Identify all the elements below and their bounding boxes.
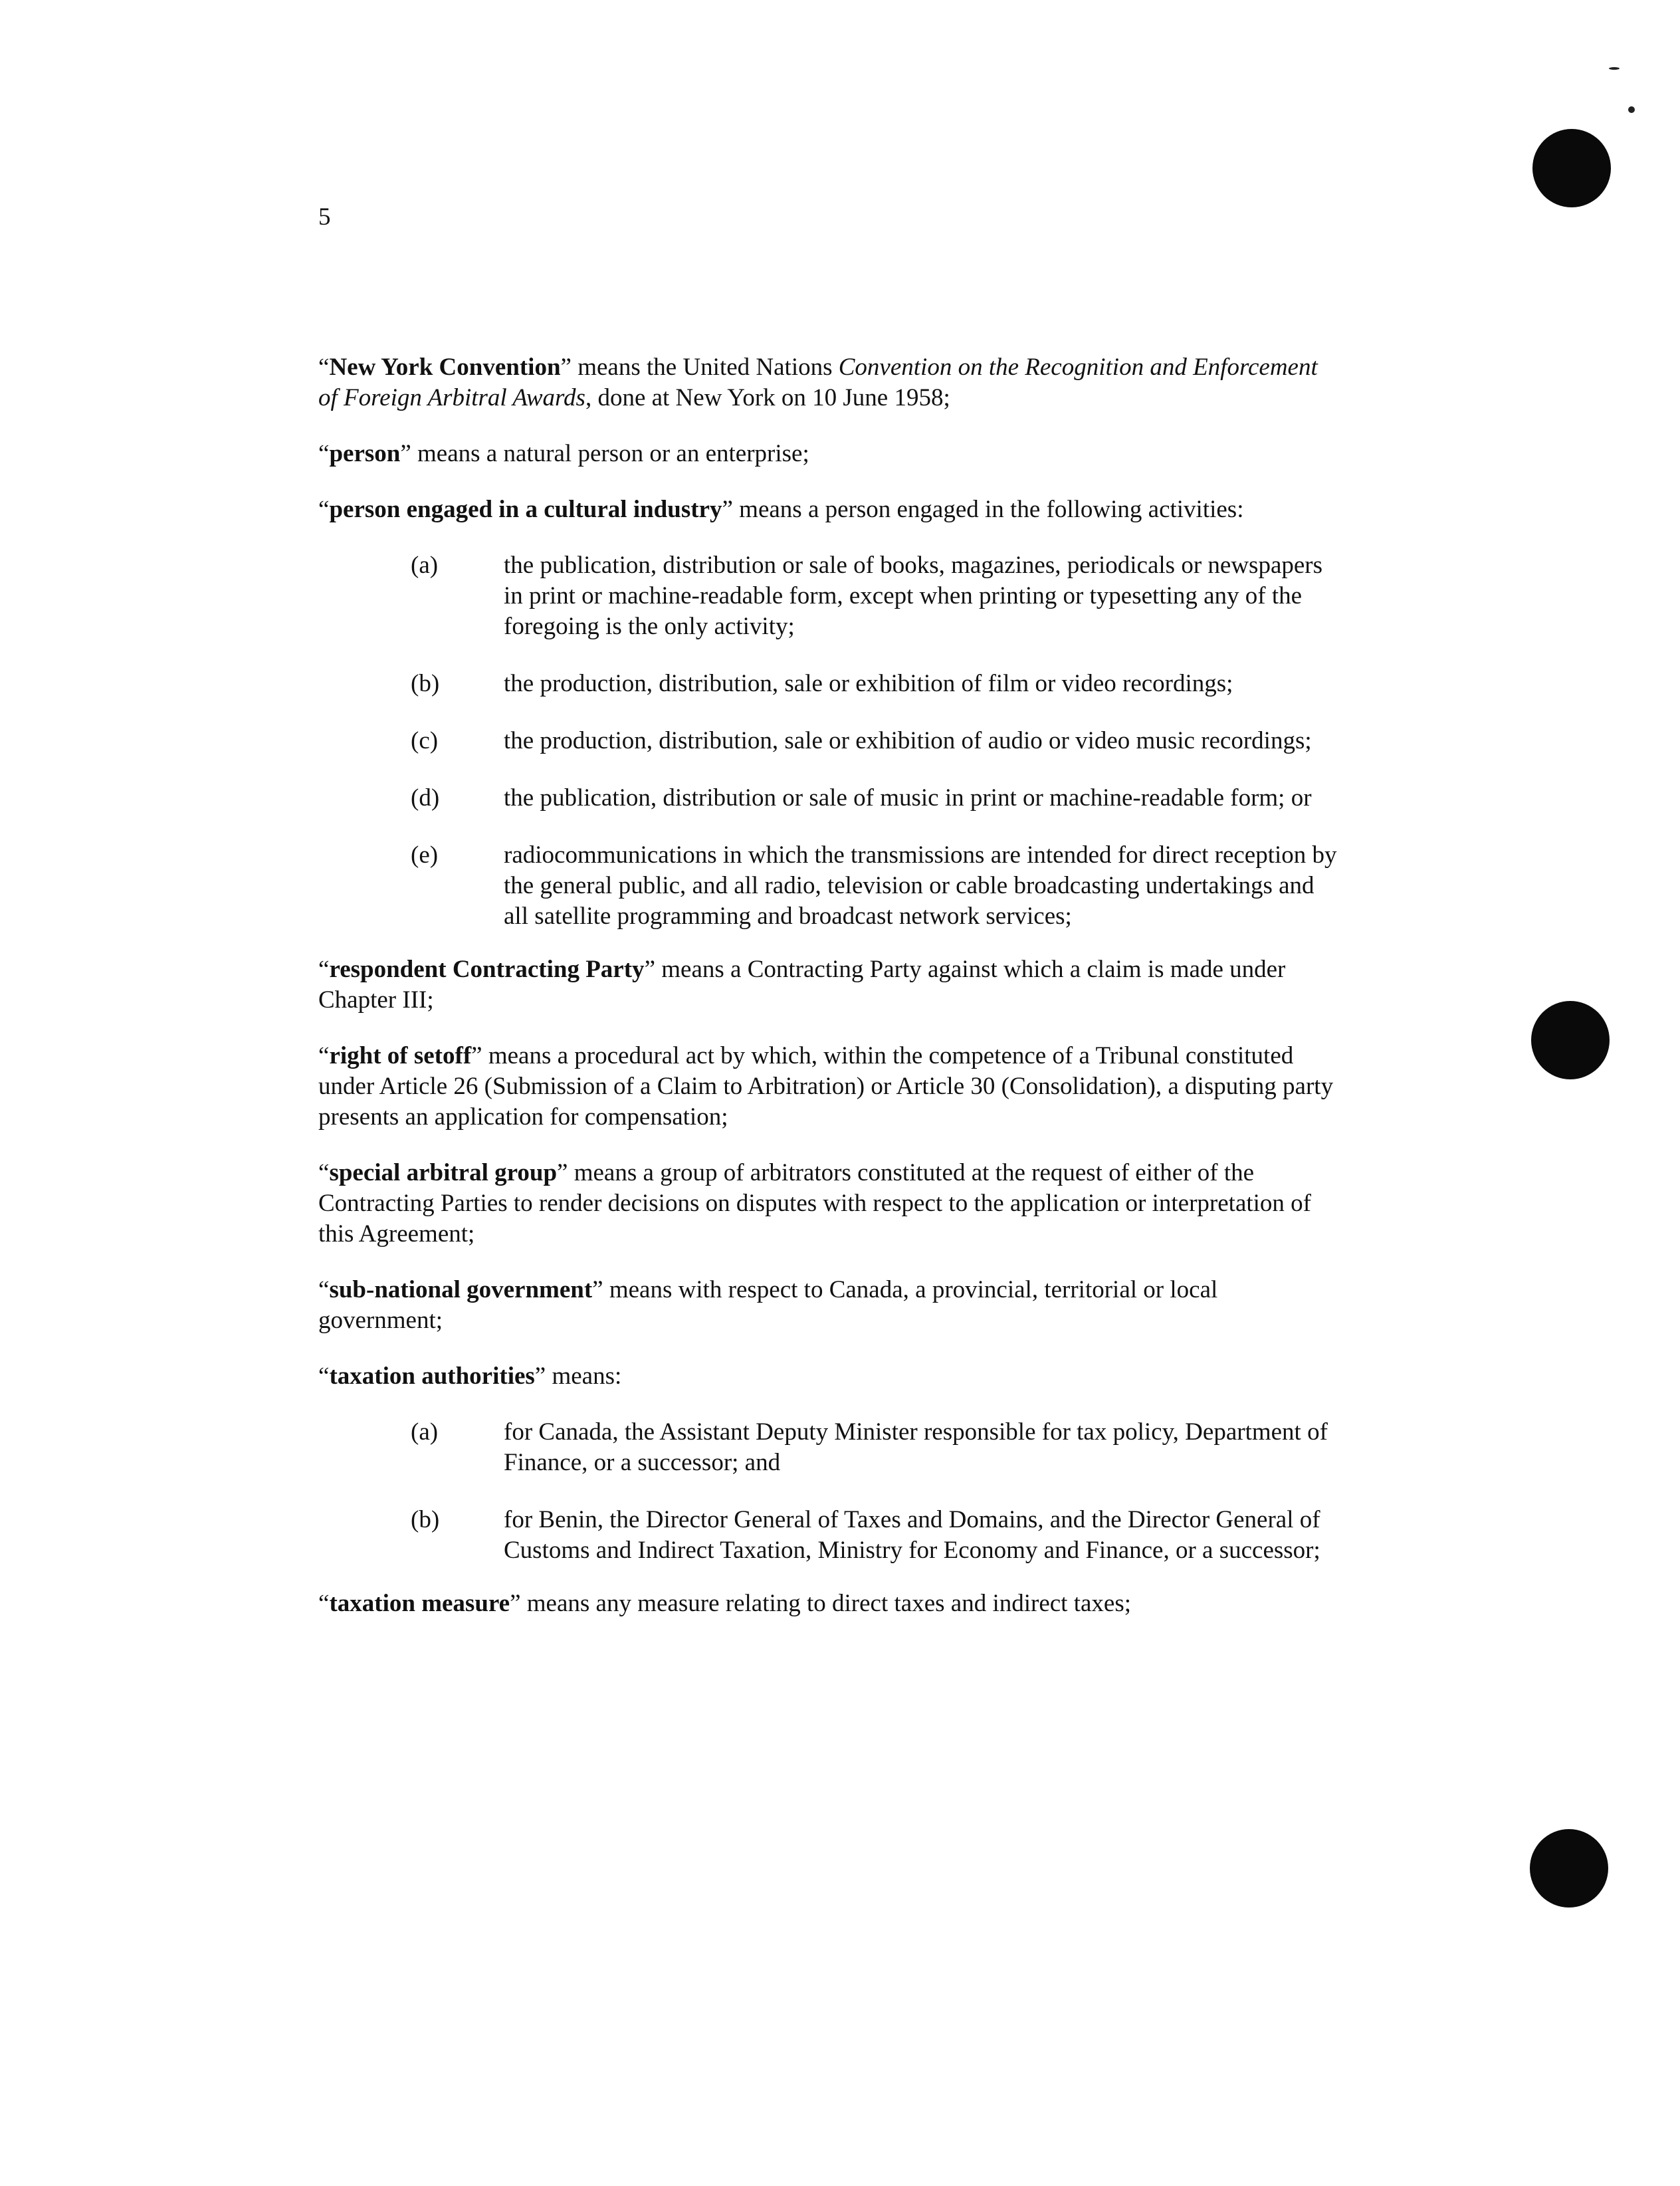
definition-text: means any measure relating to direct taxes and indirect taxes; [520, 1590, 1132, 1617]
definitions-body [318, 352, 1342, 1644]
page-number: 5 [318, 203, 331, 231]
list-item-label: (d) [411, 784, 440, 812]
definition-text: , done at New York on 10 June 1958; [585, 384, 950, 411]
definition-text: means a Contracting Party against which a claim is made under Chapter III; [318, 956, 1286, 1014]
scan-speck [1609, 67, 1620, 70]
list-item-text: the production, distribution, sale or exhibition of audio or video music recordings; [504, 727, 1312, 754]
list-item-label: (e) [411, 841, 439, 869]
list-item [318, 1417, 1342, 1478]
punch-hole [1530, 1829, 1608, 1908]
definition-term: special arbitral group [329, 1159, 558, 1186]
definition-text: means a group of arbitrators constituted at the request of either of the Contracting Parties to render decisions on disputes with respect to the application or interpretation of this Agreement; [318, 1159, 1312, 1248]
definition-term: right of setoff [329, 1042, 472, 1069]
definition-text: means a person engaged in the following activities: [732, 496, 1244, 523]
definition-text: means a procedural act by which, within the competence of a Tribunal constituted under Article 26 (Submission of a Claim to Arbitration) or Article 30 (Consolidation), a disputing party presents an application for compensation; [318, 1042, 1334, 1131]
punch-hole [1532, 129, 1611, 207]
definition-text: means a natural person or an enterprise; [411, 440, 809, 467]
definition-term: person engaged in a cultural industry [329, 496, 722, 523]
definition-sub-national-government: “sub-national government” means with respect to Canada, a provincial, territorial or local government; [318, 1276, 1218, 1334]
definition-text: means: [546, 1363, 622, 1390]
definition-respondent-contracting-party: “respondent Contracting Party” means a Contracting Party against which a claim is made under Chapter III; [318, 956, 1286, 1014]
list-item-text: radiocommunications in which the transmissions are intended for direct reception by the general public, and all radio, television or cable broadcasting undertakings and all satellite programming and broadcast network services; [504, 841, 1337, 930]
definition-right-of-setoff: “right of setoff” means a procedural act by which, within the competence of a Tribunal constituted under Article 26 (Submission of a Claim to Arbitration) or Article 30 (Consolidation), a disputing party presents an application for compensation; [318, 1042, 1334, 1131]
definition-term: taxation measure [329, 1590, 510, 1617]
definition-taxation-measure: “taxation measure” means any measure relating to direct taxes and indirect taxes; [318, 1590, 1132, 1617]
list-item-label: (b) [411, 670, 440, 697]
list-item [318, 669, 1342, 699]
scan-speck [1628, 106, 1635, 113]
definition-text: means the United Nations [571, 354, 839, 381]
definition-term: respondent Contracting Party [329, 956, 645, 983]
list-item-text: the publication, distribution or sale of music in print or machine-readable form; or [504, 784, 1312, 812]
list-item-label: (a) [411, 552, 439, 579]
definition-text: means with respect to Canada, a provincial, territorial or local government; [318, 1276, 1218, 1334]
definition-term: New York Convention [329, 354, 561, 381]
definition-person: “person” means a natural person or an enterprise; [318, 440, 809, 467]
definition-special-arbitral-group: “special arbitral group” means a group of arbitrators constituted at the request of either of the Contracting Parties to render decisions on disputes with respect to the application or interpretation of this Agreement; [318, 1159, 1312, 1248]
definition-term: person [329, 440, 401, 467]
list-item-label: (b) [411, 1506, 440, 1533]
definition-person-cultural-industry: “person engaged in a cultural industry” means a person engaged in the following activities: [318, 496, 1244, 523]
list-item [318, 726, 1342, 756]
definition-italic-title: Convention on the Recognition and Enforcement of Foreign Arbitral Awards [318, 354, 1318, 411]
list-item-text: for Benin, the Director General of Taxes and Domains, and the Director General of Customs and Indirect Taxation, Ministry for Economy and Finance, or a successor; [504, 1506, 1320, 1564]
list-item-text: the publication, distribution or sale of books, magazines, periodicals or newspapers in print or machine-readable form, except when printing or typesetting any of the foregoing is the only activity; [504, 552, 1323, 640]
list-item-text: the production, distribution, sale or exhibition of film or video recordings; [504, 670, 1233, 697]
definition-taxation-authorities: “taxation authorities” means: [318, 1363, 622, 1390]
list-item [318, 550, 1342, 642]
list-item-text: for Canada, the Assistant Deputy Minister responsible for tax policy, Department of Finance, or a successor; and [504, 1418, 1328, 1476]
punch-hole [1531, 1001, 1610, 1079]
definition-term: taxation authorities [329, 1363, 535, 1390]
list-item [318, 783, 1342, 814]
list-item [318, 1505, 1342, 1566]
list-item-label: (c) [411, 727, 439, 754]
definition-term: sub-national government [329, 1276, 593, 1303]
list-item [318, 840, 1342, 932]
definition-new-york-convention: “New York Convention” means the United Nations Convention on the Recognition and Enforcement of Foreign Arbitral Awards, done at New York on 10 June 1958; [318, 354, 1318, 411]
list-item-label: (a) [411, 1418, 439, 1446]
